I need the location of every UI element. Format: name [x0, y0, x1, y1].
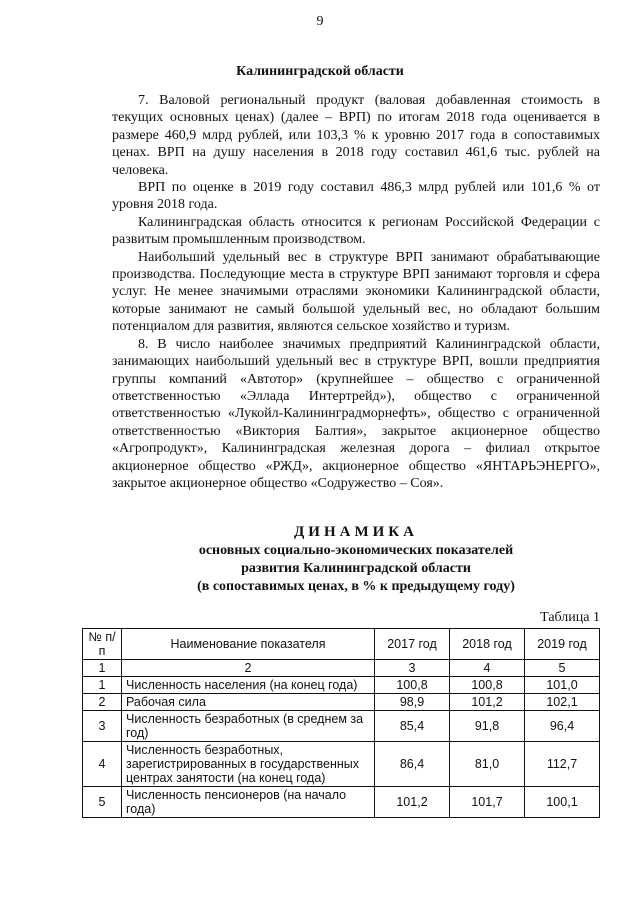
row-value-2018: 101,7: [450, 787, 525, 818]
column-index-cell: 1: [83, 660, 122, 677]
table-row: [83, 711, 600, 742]
row-value-2018: 100,8: [450, 677, 525, 694]
table-label: Таблица 1: [540, 610, 600, 625]
column-index-cell: 4: [450, 660, 525, 677]
table-row: [83, 787, 600, 818]
row-number: 4: [83, 742, 122, 787]
row-number: 2: [83, 694, 122, 711]
table-title-line2: развития Калининградской области: [241, 561, 471, 576]
row-number: 1: [83, 677, 122, 694]
row-value-2017: 100,8: [375, 677, 450, 694]
section-heading: Калининградской области: [236, 64, 404, 79]
column-index-cell: 3: [375, 660, 450, 677]
paragraph-industrial: Калининградская область относится к регионам Российской Федерации с развитым промышленным производством.: [112, 214, 600, 248]
table-title-main: ДИНАМИКА: [293, 524, 419, 540]
table-row: [83, 677, 600, 694]
body-text: [112, 92, 600, 492]
header-2018: 2018 год: [450, 629, 525, 660]
column-index-row: [83, 660, 600, 677]
row-indicator-name: Рабочая сила: [122, 694, 375, 711]
column-index-cell: 2: [122, 660, 375, 677]
row-indicator-name: Численность безработных (в среднем за год): [122, 711, 375, 742]
row-value-2019: 101,0: [525, 677, 600, 694]
row-value-2019: 112,7: [525, 742, 600, 787]
row-value-2018: 81,0: [450, 742, 525, 787]
row-indicator-name: Численность населения (на конец года): [122, 677, 375, 694]
column-index-cell: 5: [525, 660, 600, 677]
paragraph-enterprises: 8. В число наиболее значимых предприятий Калининградской области, занимающих наибольший удельный вес в структуре ВРП, вошли предприятия группы компаний «Автотор» (крупнейшее – общество с ограниченной ответственностью «Эллада Интертрейд»), общество с ограниченной ответственностью «Лукойл-Калининградморнефть», общество с ограниченной ответственностью «Виктория Балтия», закрытое акционерное общество «Агропродукт», Калининградская железная дорога – филиал открытое акционерное общество «РЖД», акционерное общество «ЯНТАРЬЭНЕРГО», закрытое акционерное общество «Содружество – Соя».: [112, 336, 600, 491]
header-number: № п/п: [83, 629, 122, 660]
indicators-table: [82, 628, 600, 818]
header-indicator-name: Наименование показателя: [122, 629, 375, 660]
row-value-2018: 91,8: [450, 711, 525, 742]
table-title-line1: основных социально-экономических показателей: [198, 543, 514, 558]
table-row: [83, 694, 600, 711]
row-indicator-name: Численность безработных, зарегистрированных в государственных центрах занятости (на конец года): [122, 742, 375, 787]
row-value-2018: 101,2: [450, 694, 525, 711]
row-number: 5: [83, 787, 122, 818]
row-value-2017: 101,2: [375, 787, 450, 818]
header-2019: 2019 год: [525, 629, 600, 660]
row-value-2019: 102,1: [525, 694, 600, 711]
row-number: 3: [83, 711, 122, 742]
row-value-2019: 96,4: [525, 711, 600, 742]
paragraph-grp-2019: ВРП по оценке в 2019 году составил 486,3 млрд рублей или 101,6 % от уровня 2018 года.: [112, 180, 600, 213]
paragraph-structure: Наибольший удельный вес в структуре ВРП занимают обрабатывающие производства. Последующие места в структуре ВРП занимают торговля и сфера услуг. Не менее значимыми отраслями экономики Калининградской области, которые занимают не самый большой удельный вес, но обладают большим потенциалом для развития, являются сельское хозяйство и туризм.: [112, 249, 600, 335]
table-title-line3: (в сопоставимых ценах, в % к предыдущему году): [197, 579, 515, 594]
table-row: [83, 742, 600, 787]
header-2017: 2017 год: [375, 629, 450, 660]
row-indicator-name: Численность пенсионеров (на начало года): [122, 787, 375, 818]
row-value-2017: 98,9: [375, 694, 450, 711]
row-value-2017: 86,4: [375, 742, 450, 787]
row-value-2017: 85,4: [375, 711, 450, 742]
paragraph-grp: 7. Валовой региональный продукт (валовая добавленная стоимость в текущих основных ценах) (далее – ВРП) по итогам 2018 года оценивается в размере 460,9 млрд рублей, или 103,3 % к уровню 2017 года в сопоставимых ценах. ВРП на душу населения в 2018 году составил 461,6 тыс. рублей на человека.: [112, 93, 600, 178]
row-value-2019: 100,1: [525, 787, 600, 818]
table-title: [112, 522, 600, 596]
page-number: 9: [316, 14, 324, 29]
table-header-row: [83, 629, 600, 660]
